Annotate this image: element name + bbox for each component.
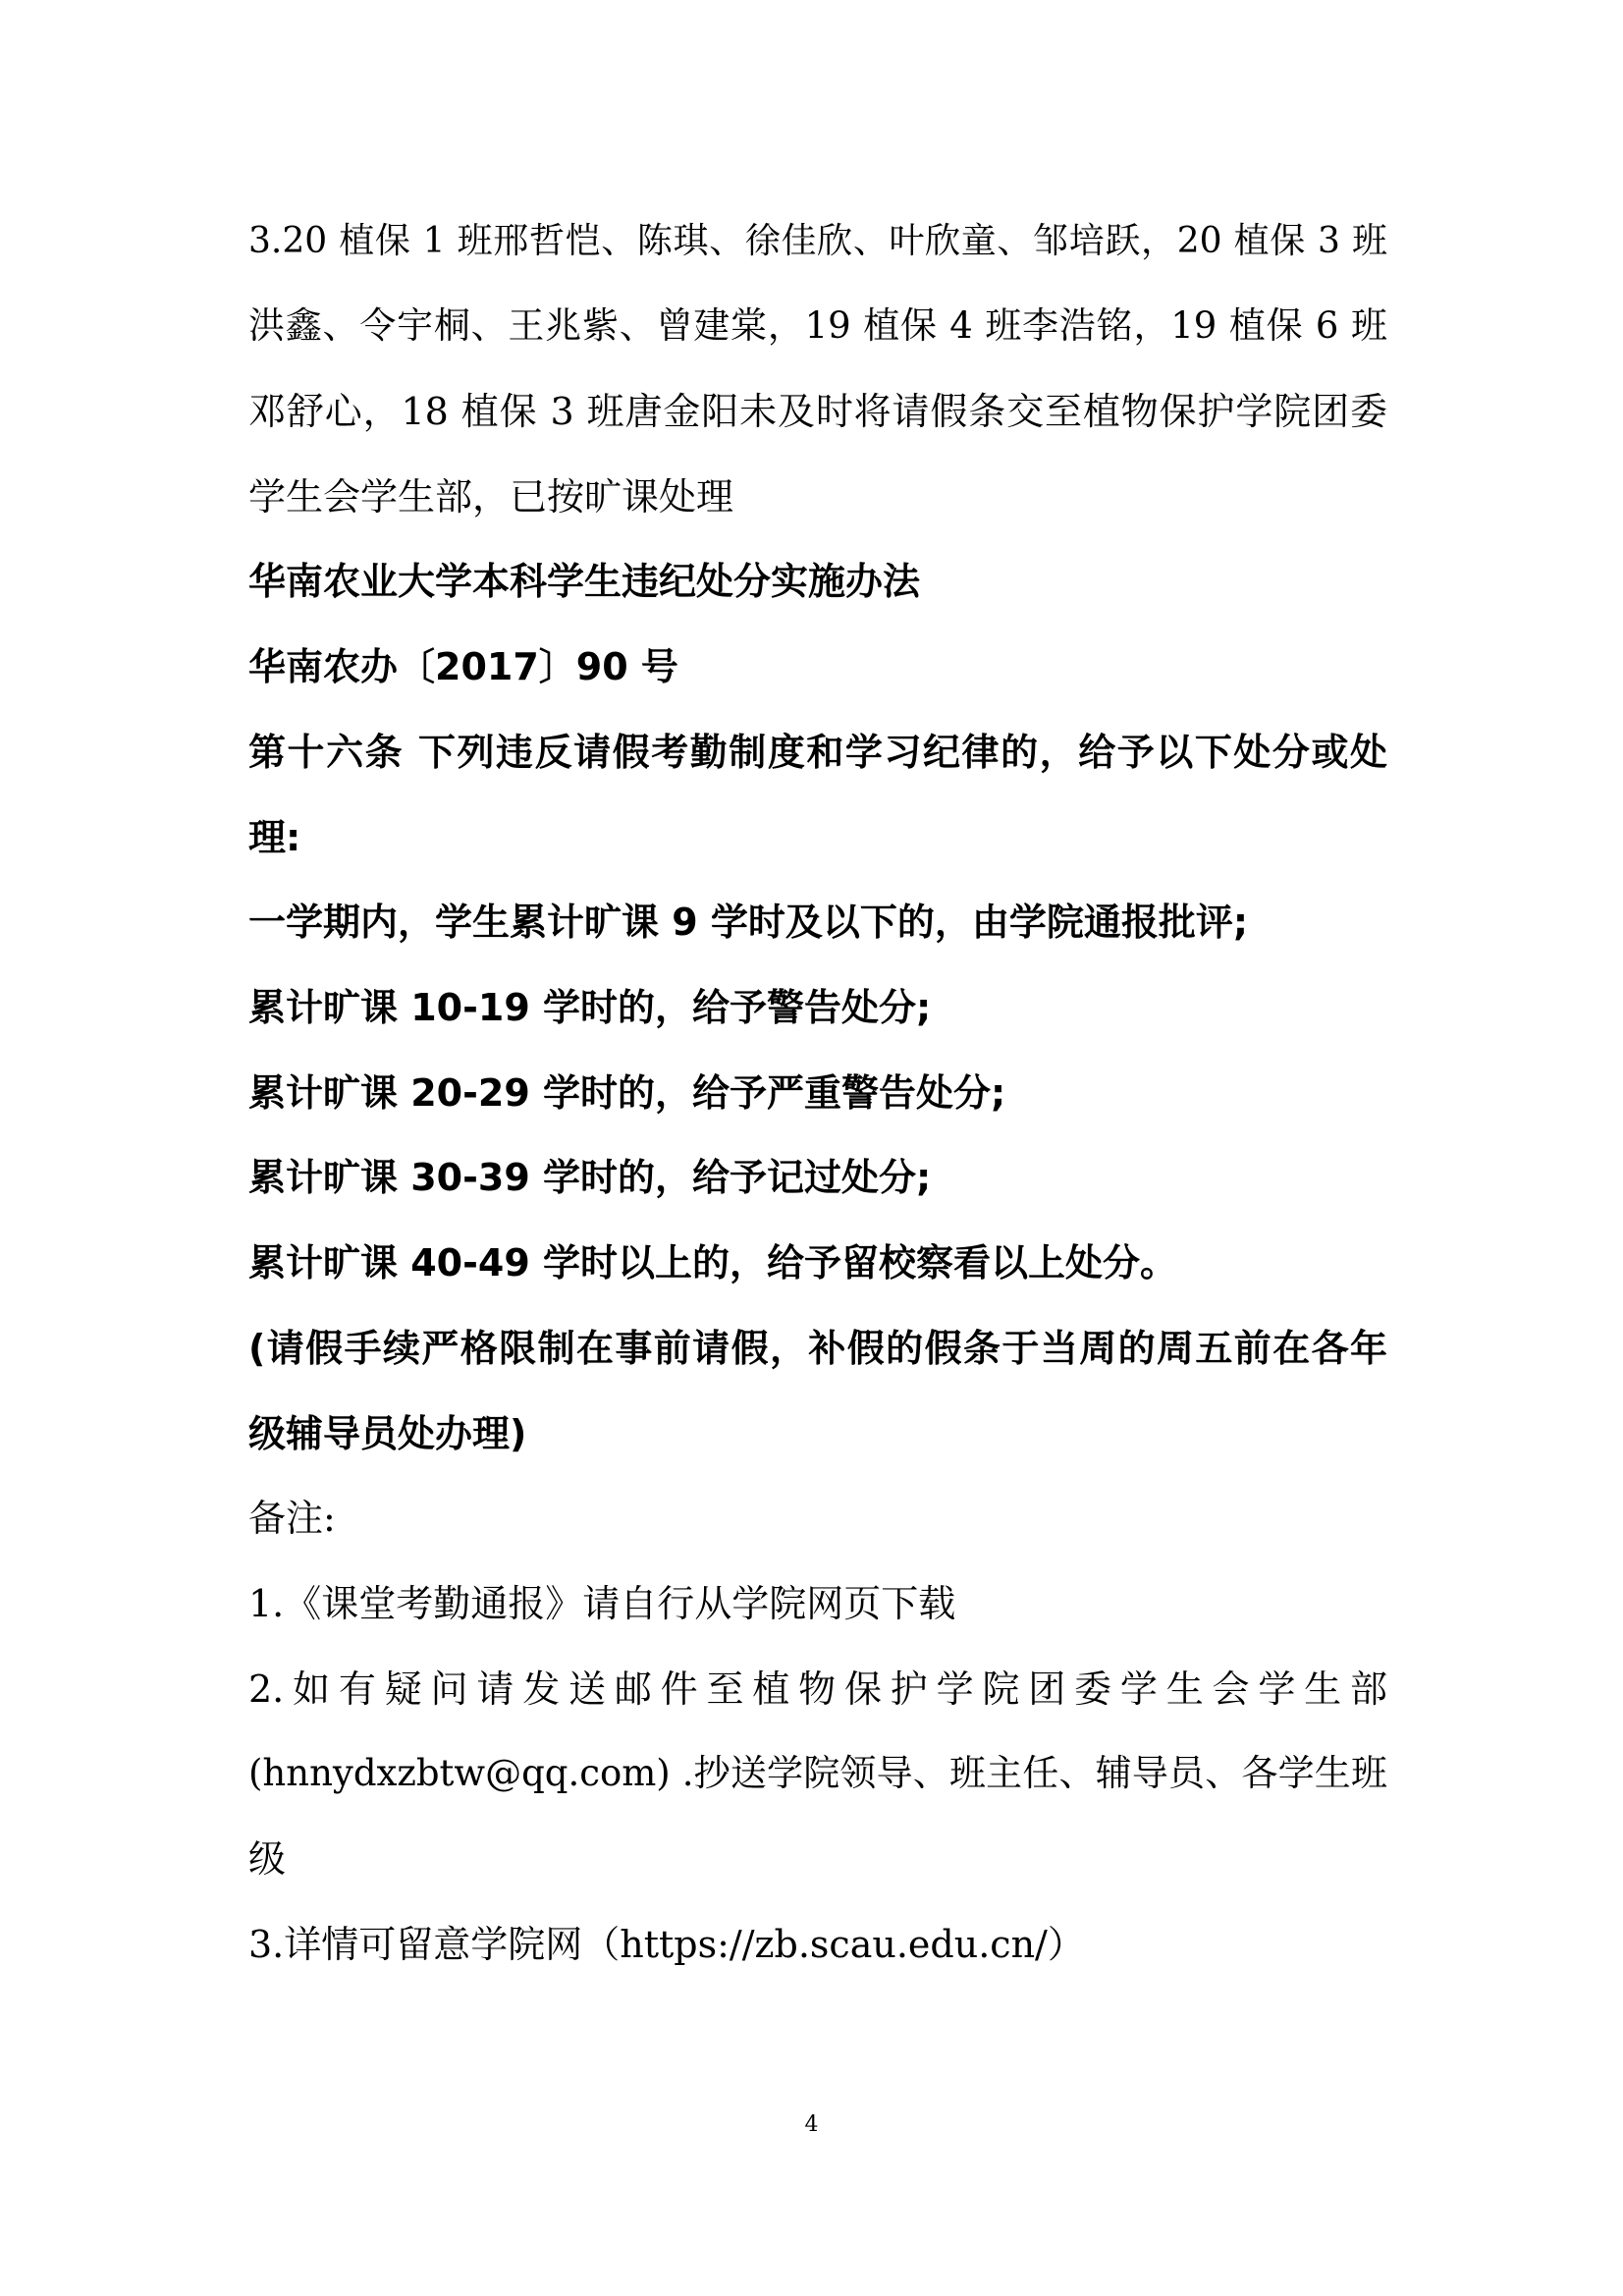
rule-item: 累计旷课 20-29 学时的，给予严重警告处分;	[248, 1071, 1006, 1115]
remark-item-2-line-2: (hnnydxzbtw@qq.com) .抄送学院领导、班主任、辅导员、各学生班	[248, 1752, 1387, 1794]
leave-note-line-1: (请假手续严格限制在事前请假，补假的假条于当周的周五前在各年	[248, 1327, 1387, 1370]
rule-item: 一学期内，学生累计旷课 9 学时及以下的，由学院通报批评;	[248, 901, 1249, 944]
remark-item-1: 1.《课堂考勤通报》请自行从学院网页下载	[248, 1582, 956, 1625]
regulation-title: 华南农业大学本科学生违纪处分实施办法	[248, 560, 921, 603]
notice-line-2: 洪鑫、令宇桐、王兆紫、曾建棠，19 植保 4 班李浩铭，19 植保 6 班	[248, 304, 1387, 347]
notice-line-4: 学生会学生部，已按旷课处理	[248, 475, 734, 519]
rule-item: 累计旷课 10-19 学时的，给予警告处分;	[248, 986, 932, 1029]
leave-note-line-2: 级辅导员处办理)	[248, 1412, 527, 1455]
article-line-1: 第十六条 下列违反请假考勤制度和学习纪律的，给予以下处分或处	[248, 731, 1387, 774]
page-number: 4	[804, 2112, 819, 2137]
regulation-doc-number: 华南农办〔2017〕90 号	[248, 645, 678, 688]
remark-item-3: 3.详情可留意学院网（https://zb.scau.edu.cn/）	[248, 1923, 1085, 1966]
notice-line-1: 3.20 植保 1 班邢哲恺、陈琪、徐佳欣、叶欣童、邹培跃，20 植保 3 班	[248, 221, 1387, 261]
rule-item: 累计旷课 30-39 学时的，给予记过处分;	[248, 1156, 932, 1199]
remark-item-2-line-1: 2.如有疑问请发送邮件至植物保护学院团委学生会学生部	[248, 1667, 1387, 1711]
remarks-heading: 备注:	[248, 1497, 336, 1540]
article-line-2: 理:	[248, 816, 301, 859]
rule-item: 累计旷课 40-49 学时以上的，给予留校察看以上处分。	[248, 1241, 1177, 1285]
remark-item-2-line-3: 级	[248, 1837, 287, 1881]
notice-line-3: 邓舒心，18 植保 3 班唐金阳未及时将请假条交至植物保护学院团委	[248, 390, 1387, 433]
